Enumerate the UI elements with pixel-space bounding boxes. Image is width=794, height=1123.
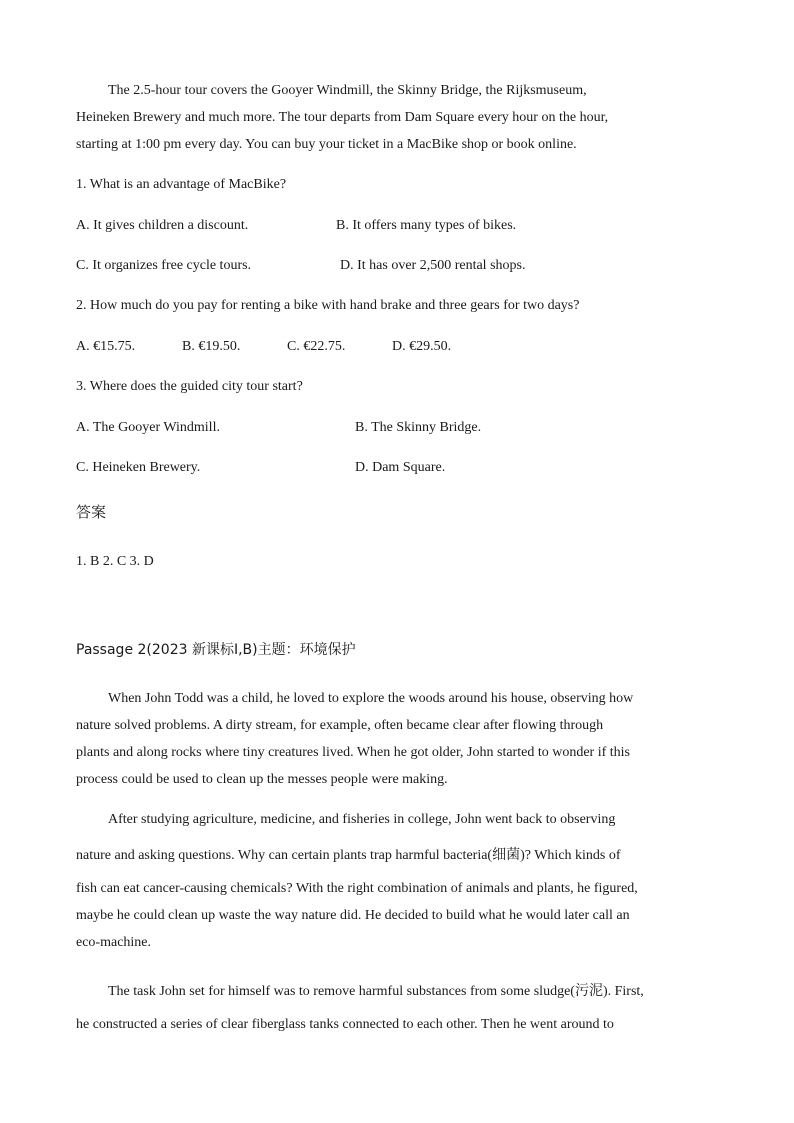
question-3-option-a: A. The Gooyer Windmill. (76, 420, 220, 435)
question-1-option-a: A. It gives children a discount. (76, 218, 249, 233)
answer-heading: 答案 (76, 503, 107, 521)
question-2-option-a: A. €15.75. (76, 339, 136, 354)
question-2-option-c: C. €22.75. (287, 339, 346, 354)
question-1-option-c: C. It organizes free cycle tours. (76, 258, 252, 273)
question-3-stem: 3. Where does the guided city tour start? (76, 379, 303, 394)
passage1-line-2: Heineken Brewery and much more. The tour departs from Dam Square every hour on the hour, (76, 110, 609, 125)
question-1-option-d: D. It has over 2,500 rental shops. (340, 258, 526, 273)
question-2-option-d: D. €29.50. (392, 339, 452, 354)
passage2-para3-line-2: he constructed a series of clear fiberglass tanks connected to each other. Then he went around to (76, 1017, 614, 1032)
passage2-para3-line-1: The task John set for himself was to remove harmful substances from some sludge(污泥). First, (108, 984, 644, 999)
passage2-para2-line-2: nature and asking questions. Why can certain plants trap harmful bacteria(细菌)? Which kinds of (76, 848, 621, 863)
answer-text: 1. B 2. C 3. D (76, 554, 154, 569)
passage2-para1-line-4: process could be used to clean up the messes people were making. (76, 772, 448, 787)
passage2-para2-line-4: maybe he could clean up waste the way nature did. He decided to build what he would later call an (76, 908, 630, 923)
question-3-option-b: B. The Skinny Bridge. (355, 420, 482, 435)
question-3-option-c: C. Heineken Brewery. (76, 460, 201, 475)
question-2-stem: 2. How much do you pay for renting a bike with hand brake and three gears for two days? (76, 298, 580, 313)
passage2-para1-line-2: nature solved problems. A dirty stream, for example, often became clear after flowing through (76, 718, 604, 733)
passage1-line-1: The 2.5-hour tour covers the Gooyer Windmill, the Skinny Bridge, the Rijksmuseum, (108, 83, 587, 98)
passage2-title: Passage 2(2023 新课标Ⅰ,B)主题：环境保护 (76, 642, 356, 658)
passage2-para2-line-5: eco-machine. (76, 935, 152, 950)
question-1-stem: 1. What is an advantage of MacBike? (76, 177, 287, 192)
question-1-option-b: B. It offers many types of bikes. (336, 218, 517, 233)
passage2-para2-line-1: After studying agriculture, medicine, and fisheries in college, John went back to observing (108, 812, 616, 827)
passage2-para1-line-3: plants and along rocks where tiny creatures lived. When he got older, John started to wonder if this (76, 745, 630, 760)
passage2-para1-line-1: When John Todd was a child, he loved to explore the woods around his house, observing how (108, 691, 634, 706)
question-2-option-b: B. €19.50. (182, 339, 241, 354)
passage2-para2-line-3: fish can eat cancer-causing chemicals? With the right combination of animals and plants, he figured, (76, 881, 638, 896)
passage1-line-3: starting at 1:00 pm every day. You can buy your ticket in a MacBike shop or book online. (76, 137, 577, 152)
question-3-option-d: D. Dam Square. (355, 460, 446, 475)
